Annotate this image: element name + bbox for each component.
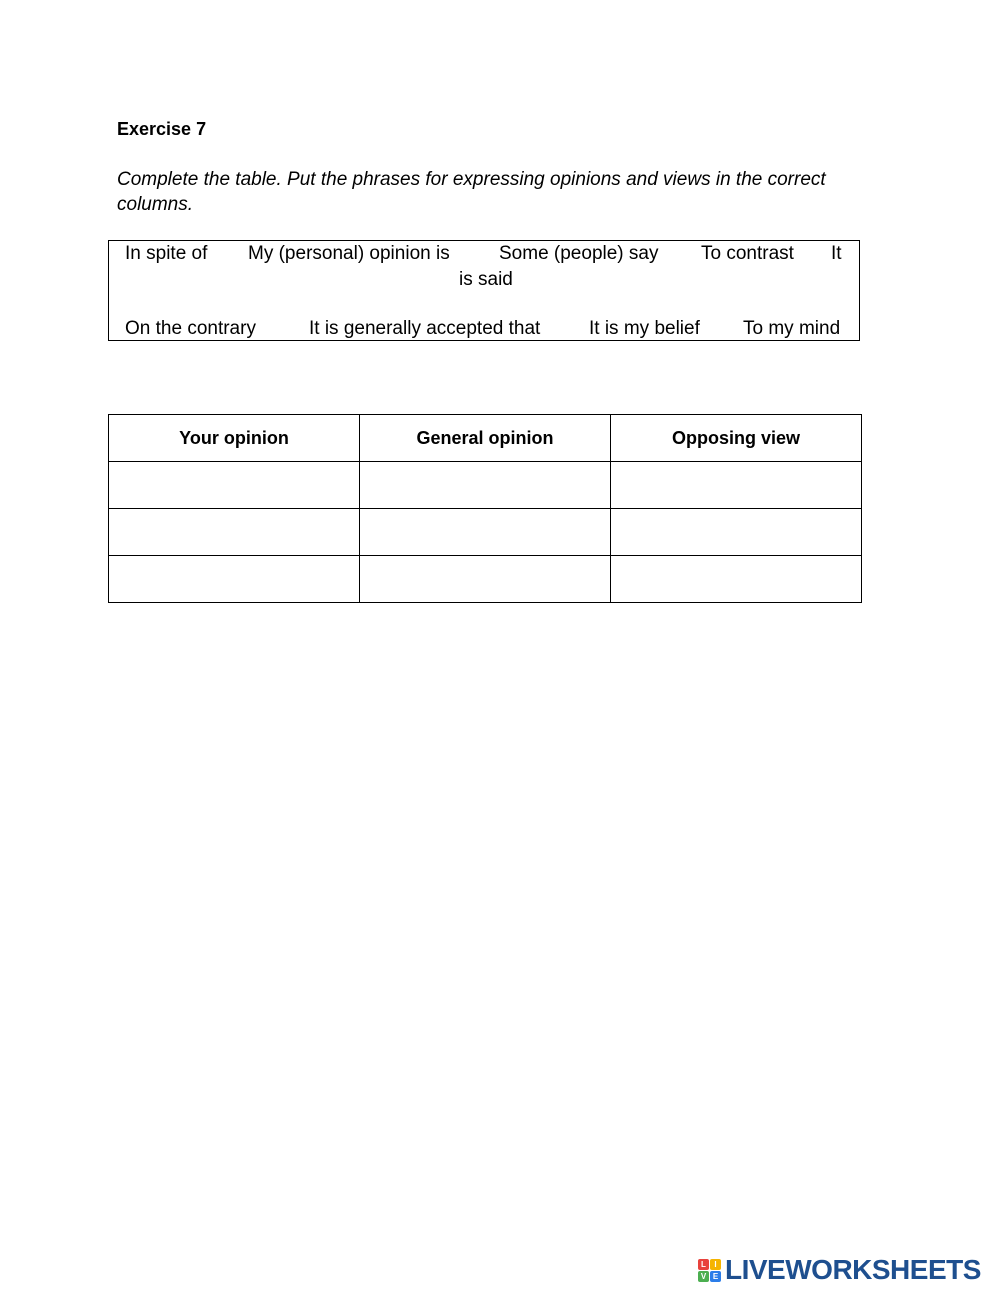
phrase-some-people-say[interactable]: Some (people) say <box>499 243 659 264</box>
logo-mark-letter: V <box>698 1271 709 1282</box>
phrase-it-is-said-part1[interactable]: It <box>831 243 842 264</box>
table-row <box>109 556 862 603</box>
drop-cell[interactable] <box>611 509 862 556</box>
phrase-in-spite-of[interactable]: In spite of <box>125 243 208 264</box>
exercise-instructions: Complete the table. Put the phrases for expressing opinions and views in the correct columns. <box>117 169 826 215</box>
opinion-table <box>108 414 862 603</box>
drop-cell[interactable] <box>360 556 611 603</box>
drop-cell[interactable] <box>109 556 360 603</box>
drop-cell[interactable] <box>360 462 611 509</box>
liveworksheets-logo <box>698 1255 981 1285</box>
logo-mark-letter: L <box>698 1259 709 1270</box>
header-your-opinion: Your opinion <box>109 415 360 462</box>
phrase-bank <box>108 240 860 341</box>
logo-mark-letter: I <box>710 1259 721 1270</box>
phrase-my-belief[interactable]: It is my belief <box>589 318 700 339</box>
logo-mark-letter: E <box>710 1271 721 1282</box>
table-header-row <box>109 415 862 462</box>
phrase-on-the-contrary[interactable]: On the contrary <box>125 318 256 339</box>
drop-cell[interactable] <box>360 509 611 556</box>
header-opposing-view: Opposing view <box>611 415 862 462</box>
table-row <box>109 462 862 509</box>
header-general-opinion: General opinion <box>360 415 611 462</box>
drop-cell[interactable] <box>611 556 862 603</box>
phrase-it-is-said-part2[interactable]: is said <box>459 269 513 290</box>
phrase-generally-accepted[interactable]: It is generally accepted that <box>309 318 541 339</box>
phrase-to-my-mind[interactable]: To my mind <box>743 318 841 339</box>
drop-cell[interactable] <box>611 462 862 509</box>
logo-mark-icon <box>698 1259 721 1282</box>
phrase-my-personal-opinion[interactable]: My (personal) opinion is <box>248 243 450 264</box>
phrase-to-contrast[interactable]: To contrast <box>701 243 794 264</box>
exercise-title: Exercise 7 <box>117 119 207 139</box>
drop-cell[interactable] <box>109 509 360 556</box>
drop-cell[interactable] <box>109 462 360 509</box>
logo-text: LIVEWORKSHEETS <box>725 1254 981 1285</box>
table-row <box>109 509 862 556</box>
